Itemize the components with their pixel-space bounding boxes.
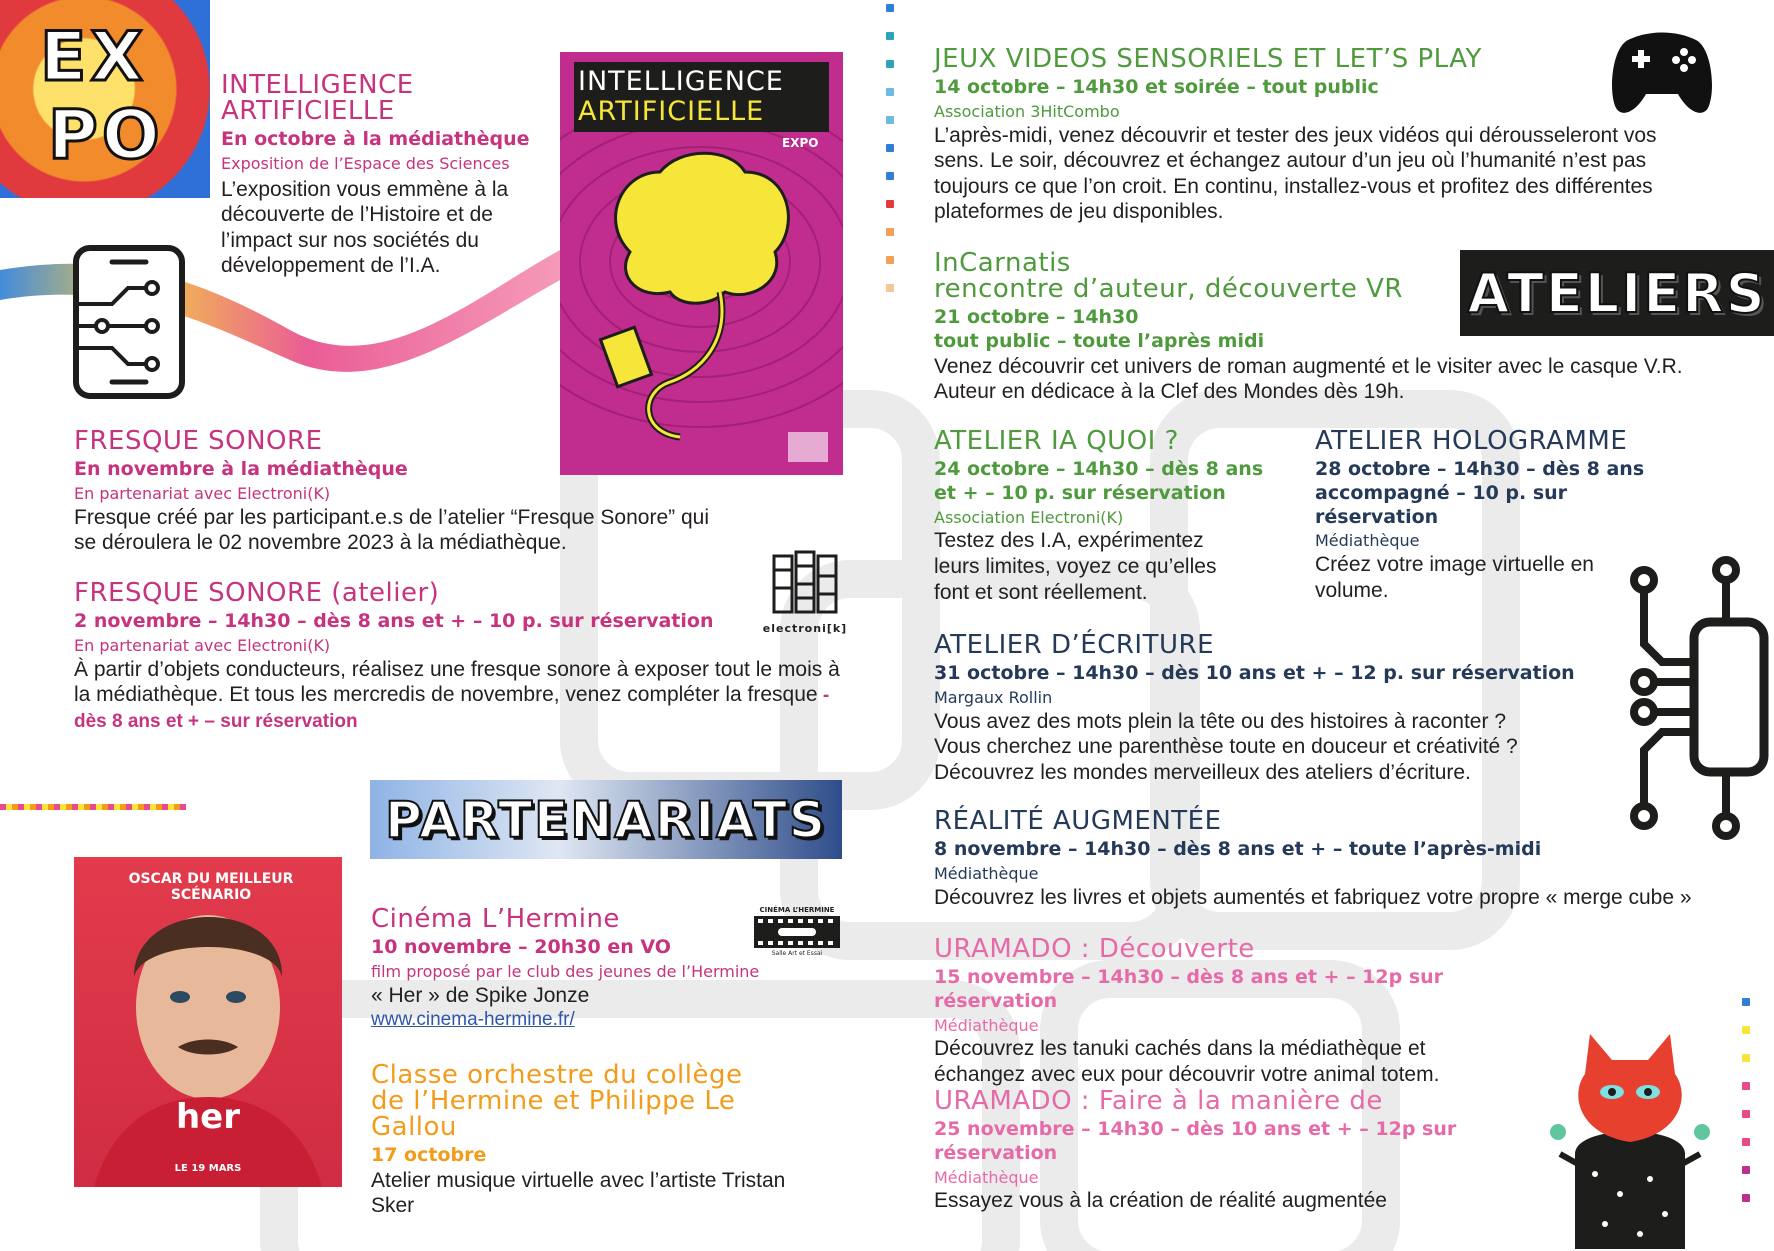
ia-description: L’exposition vous emmène à la découverte de l’Histoire et de l’impact sur nos sociétés du développement de l’I.A. xyxy=(221,177,509,278)
ia-quoi-date1: 24 octobre – 14h30 – dès 8 ans xyxy=(934,458,1264,480)
cinema-film: « Her » de Spike Jonze xyxy=(371,983,590,1007)
her-poster-date: LE 19 MARS xyxy=(174,1163,242,1174)
fresque-description: Fresque créé par les participant.e.s de l’atelier “Fresque Sonore” qui se déroulera le 02 novembre 2023 à la médiathèque. xyxy=(74,505,709,555)
incarnatis-title2: rencontre d’auteur, découverte VR xyxy=(934,274,1403,304)
cinema-website-link[interactable]: www.cinema-hermine.fr/ xyxy=(371,1009,575,1031)
uramado1-organizer: Médiathèque xyxy=(934,1015,1039,1035)
expo-logo-line1: EX xyxy=(40,18,147,97)
fresque-atelier-organizer: En partenariat avec Electroni(K) xyxy=(74,635,331,655)
jeux-description: L’après-midi, venez découvrir et tester des jeux vidéos qui dérousseleront vos sens. Le soir, découvrez et échangez autour d’un jeu où l’humanité n’est pas toujours ce que l’on croit. En continu, installez-vous et profitez des différentes plateformes de jeu disponibles. xyxy=(934,123,1657,224)
jeux-title: JEUX VIDEOS SENSORIELS ET LET’S PLAY xyxy=(934,44,1482,74)
fresque-atelier-date: 2 novembre – 14h30 – dès 8 ans et + – 10 p. sur réservation xyxy=(74,610,714,632)
hologramme-title: ATELIER HOLOGRAMME xyxy=(1315,426,1628,456)
ia-quoi-date2: et + – 10 p. sur réservation xyxy=(934,481,1226,504)
brain-plug-illustration xyxy=(616,153,789,303)
cinema-logo-bottom: Salle Art et Essai xyxy=(771,950,823,957)
incarnatis-date2: tout public – toute l’après midi xyxy=(934,329,1265,352)
her-movie-poster xyxy=(74,857,342,1187)
ia-quoi-title: ATELIER IA QUOI ? xyxy=(934,426,1179,456)
ia-date: En octobre à la médiathèque xyxy=(221,128,530,150)
hologramme-organizer: Médiathèque xyxy=(1315,531,1420,551)
fresque-atelier-note: - dès 8 ans et + – sur réservation xyxy=(74,685,830,732)
hologramme-description: Créez votre image virtuelle en volume. xyxy=(1315,553,1594,602)
incarnatis-title1: InCarnatis xyxy=(934,248,1071,278)
expo-logo xyxy=(0,0,210,198)
ateliers-banner xyxy=(1460,250,1774,336)
uramado1-description: Découvrez les tanuki cachés dans la médiathèque et échangez avec eux pour découvrir votre animal totem. xyxy=(934,1037,1440,1086)
cinema-date: 10 novembre – 20h30 en VO xyxy=(371,936,671,958)
ecriture-organizer: Margaux Rollin xyxy=(934,687,1053,707)
electronik-logo-text: electroni[k] xyxy=(762,622,848,635)
jeux-organizer: Association 3HitCombo xyxy=(934,101,1120,121)
ia-quoi-description: Testez des I.A, expérimentez leurs limites, voyez ce qu’elles font et sont réellement. xyxy=(934,529,1217,604)
uramado1-title: URAMADO : Découverte xyxy=(934,934,1255,964)
classe-description: Atelier musique virtuelle avec l’artiste Tristan Sker xyxy=(371,1168,786,1218)
ecriture-date: 31 octobre – 14h30 – dès 10 ans et + – 12 p. sur réservation xyxy=(934,662,1575,684)
cinema-logo-top: CINÉMA L’HERMINE xyxy=(759,906,835,914)
ia-quoi-organizer: Association Electroni(K) xyxy=(934,507,1124,527)
cinema-title: Cinéma L’Hermine xyxy=(371,904,620,934)
realite-date: 8 novembre – 14h30 – dès 8 ans et + – toute l’après-midi xyxy=(934,838,1542,860)
gamepad-icon xyxy=(1608,22,1716,118)
fresque-atelier-text: À partir d’objets conducteurs, réalisez une fresque sonore à exposer tout le mois à la médiathèque. Et tous les mercredis de novembre, venez compléter la fresque xyxy=(74,657,840,707)
electronik-logo xyxy=(760,548,850,642)
incarnatis-date1: 21 octobre – 14h30 xyxy=(934,306,1139,328)
dotted-divider xyxy=(0,804,186,810)
realite-organizer: Médiathèque xyxy=(934,863,1039,883)
cinema-hermine-logo xyxy=(752,906,842,962)
her-poster-title: her xyxy=(175,1097,241,1137)
ecriture-description: Vous avez des mots plein la tête ou des histoires à raconter ? Vous cherchez une parenthèse toute en douceur et créativité ? Découvrez les mondes merveilleux des ateliers d’écriture. xyxy=(934,709,1518,784)
realite-description: Découvrez les livres et objets aumentés et fabriquez votre propre « merge cube » xyxy=(934,885,1692,909)
partenariats-banner-label: PARTENARIATS xyxy=(385,790,827,849)
poster-ia-line1: INTELLIGENCE xyxy=(578,66,784,97)
jeux-date: 14 octobre – 14h30 et soirée – tout public xyxy=(934,76,1379,98)
uramado2-date: 25 novembre – 14h30 – dès 10 ans et + – 12p sur réservation xyxy=(934,1118,1457,1164)
poster-ia-line2: ARTIFICIELLE xyxy=(578,96,765,127)
ia-title: INTELLIGENCE ARTIFICIELLE xyxy=(221,70,414,126)
hologramme-date2: accompagné – 10 p. sur réservation xyxy=(1315,481,1568,528)
partenariats-banner xyxy=(370,780,842,859)
fresque-atelier-description xyxy=(74,657,844,734)
ia-organizer: Exposition de l’Espace des Sciences xyxy=(221,153,510,173)
ateliers-banner-label: ATELIERS xyxy=(1467,261,1767,325)
fresque-date: En novembre à la médiathèque xyxy=(74,458,408,480)
ecriture-title: ATELIER D’ÉCRITURE xyxy=(934,630,1214,660)
uramado2-title: URAMADO : Faire à la manière de xyxy=(934,1086,1383,1116)
her-poster-award: OSCAR DU MEILLEUR SCÉNARIO xyxy=(128,871,294,903)
uramado2-description: Essayez vous à la création de réalité augmentée xyxy=(934,1189,1387,1213)
realite-title: RÉALITÉ AUGMENTÉE xyxy=(934,806,1222,836)
fresque-organizer: En partenariat avec Electroni(K) xyxy=(74,483,331,503)
poster-ia-tag: EXPO xyxy=(782,136,819,150)
hologramme-date1: 28 octobre – 14h30 – dès 8 ans xyxy=(1315,458,1645,480)
smartphone-circuit-icon xyxy=(72,244,186,400)
classe-title: Classe orchestre du collège de l’Hermine et Philippe Le Gallou xyxy=(371,1060,743,1142)
expo-logo-line2: PO xyxy=(48,96,164,175)
cinema-organizer: film proposé par le club des jeunes de l’Hermine xyxy=(371,961,760,981)
ia-expo-poster xyxy=(560,52,843,475)
uramado1-date: 15 novembre – 14h30 – dès 8 ans et + – 12p sur réservation xyxy=(934,966,1444,1012)
right-dotted-column xyxy=(1742,998,1750,1222)
incarnatis-description: Venez découvrir cet univers de roman augmenté et le visiter avec le casque V.R. Auteur en dédicace à la Clef des Mondes dès 19h. xyxy=(934,354,1683,404)
classe-date: 17 octobre xyxy=(371,1144,487,1166)
fresque-atelier-title: FRESQUE SONORE (atelier) xyxy=(74,578,440,608)
uramado2-organizer: Médiathèque xyxy=(934,1167,1039,1187)
center-dotted-column xyxy=(886,4,894,312)
monster-illustration xyxy=(1550,1034,1710,1249)
fresque-title: FRESQUE SONORE xyxy=(74,426,323,456)
